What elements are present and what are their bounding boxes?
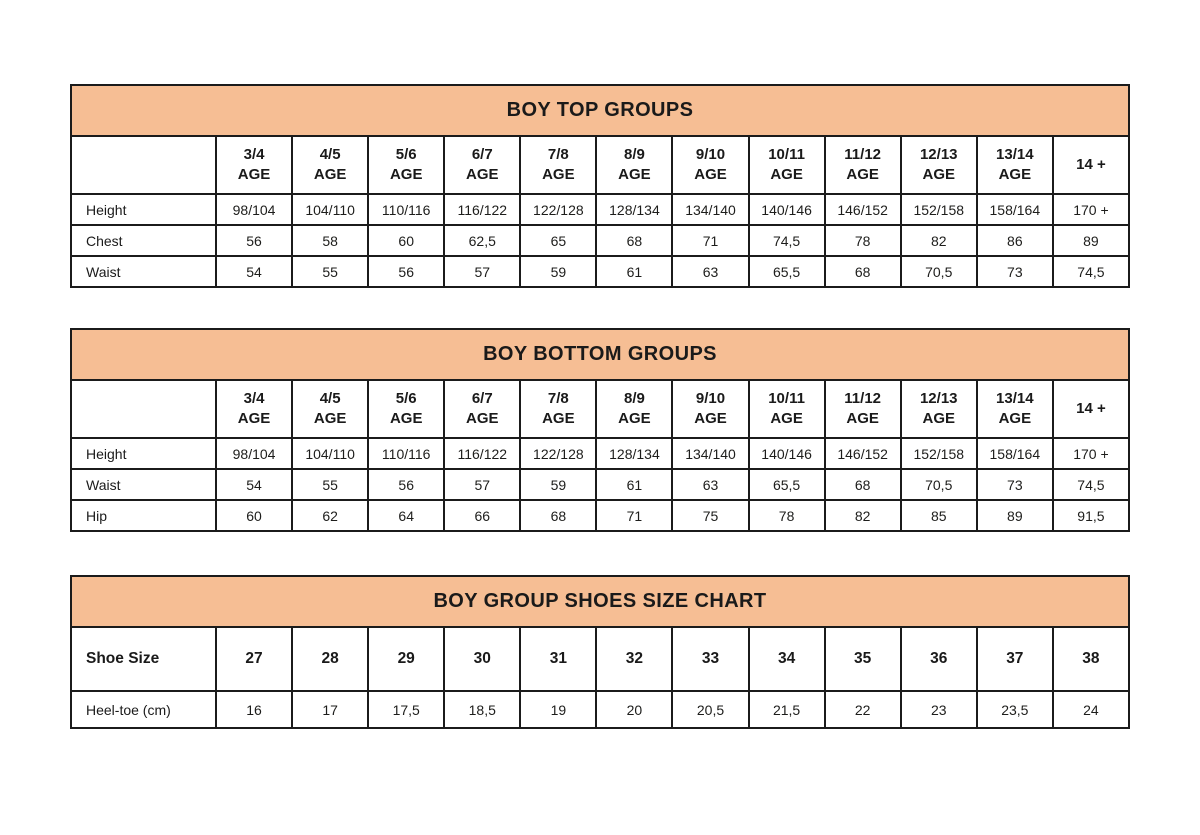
data-cell: 91,5 (1053, 500, 1129, 531)
data-cell: 22 (825, 691, 901, 728)
data-cell: 74,5 (1053, 469, 1129, 500)
age-word: AGE (694, 166, 727, 183)
age-word: AGE (466, 166, 499, 183)
data-cell: 82 (901, 225, 977, 256)
data-cell: 55 (292, 469, 368, 500)
data-cell: 54 (216, 469, 292, 500)
data-cell: 158/164 (977, 438, 1053, 469)
boy-shoes-size-table (70, 575, 1130, 729)
age-column-header (292, 380, 368, 438)
data-cell: 74,5 (1053, 256, 1129, 287)
data-cell: 59 (520, 469, 596, 500)
data-cell: 57 (444, 469, 520, 500)
age-column-header (444, 136, 520, 194)
age-range: 10/11 (768, 390, 805, 408)
data-cell: 56 (216, 225, 292, 256)
age-column-header (825, 380, 901, 438)
age-word: AGE (846, 410, 879, 427)
data-cell: 85 (901, 500, 977, 531)
age-column-header (672, 380, 748, 438)
table-row-heel-toe (71, 691, 1129, 728)
row-label: Chest (71, 225, 216, 256)
data-cell: 78 (749, 500, 825, 531)
data-cell: 140/146 (749, 438, 825, 469)
shoe-size-header: 38 (1053, 627, 1129, 691)
age-range: 12/13 (919, 146, 958, 164)
age-word: AGE (237, 410, 271, 427)
data-cell: 24 (1053, 691, 1129, 728)
data-cell: 16 (216, 691, 292, 728)
age-column-header (901, 380, 977, 438)
shoe-size-header: 30 (444, 627, 520, 691)
age-column-header (749, 380, 825, 438)
shoe-size-header: 35 (825, 627, 901, 691)
age-range: 14 + (1076, 156, 1106, 174)
data-cell: 71 (672, 225, 748, 256)
age-word: AGE (542, 410, 575, 427)
age-word: AGE (998, 410, 1032, 427)
shoe-size-header: 28 (292, 627, 368, 691)
row-label: Height (71, 438, 216, 469)
data-cell: 63 (672, 469, 748, 500)
data-cell: 64 (368, 500, 444, 531)
data-cell: 20 (596, 691, 672, 728)
data-cell: 152/158 (901, 194, 977, 225)
age-column-header (596, 136, 672, 194)
data-cell: 66 (444, 500, 520, 531)
age-header-row (71, 136, 1129, 194)
data-cell: 104/110 (292, 438, 368, 469)
row-label: Waist (71, 256, 216, 287)
data-cell: 98/104 (216, 438, 292, 469)
age-column-header (216, 380, 292, 438)
table-title: BOY TOP GROUPS (71, 85, 1129, 136)
data-cell: 55 (292, 256, 368, 287)
data-cell: 20,5 (672, 691, 748, 728)
age-range: 9/10 (695, 146, 726, 164)
age-column-header (977, 136, 1053, 194)
data-cell: 86 (977, 225, 1053, 256)
age-column-header (596, 380, 672, 438)
data-cell: 61 (596, 256, 672, 287)
age-range: 13/14 (996, 146, 1034, 164)
table-row-waist (71, 469, 1129, 500)
age-range: 8/9 (624, 390, 645, 408)
table-row-hip (71, 500, 1129, 531)
data-cell: 134/140 (672, 438, 748, 469)
data-cell: 61 (596, 469, 672, 500)
age-range: 11/12 (844, 146, 882, 164)
data-cell: 54 (216, 256, 292, 287)
corner-cell (71, 380, 216, 438)
data-cell: 17,5 (368, 691, 444, 728)
table-row-waist (71, 256, 1129, 287)
age-range: 7/8 (547, 390, 569, 408)
age-range: 10/11 (768, 146, 805, 164)
age-range: 9/10 (695, 390, 726, 408)
age-range: 7/8 (547, 146, 569, 164)
age-range: 14 + (1076, 400, 1106, 418)
age-column-header (444, 380, 520, 438)
table-title: BOY GROUP SHOES SIZE CHART (71, 576, 1129, 627)
data-cell: 57 (444, 256, 520, 287)
data-cell: 60 (216, 500, 292, 531)
data-cell: 68 (520, 500, 596, 531)
data-cell: 65,5 (749, 256, 825, 287)
data-cell: 58 (292, 225, 368, 256)
age-word: AGE (922, 166, 955, 183)
data-cell: 59 (520, 256, 596, 287)
age-range: 6/7 (471, 146, 493, 164)
age-column-header (1053, 380, 1129, 438)
data-cell: 122/128 (520, 438, 596, 469)
row-label: Hip (71, 500, 216, 531)
age-range: 3/4 (243, 390, 265, 408)
data-cell: 170 + (1053, 438, 1129, 469)
age-range: 4/5 (319, 390, 341, 408)
shoe-size-header: 33 (672, 627, 748, 691)
age-range: 13/14 (996, 390, 1034, 408)
age-word: AGE (313, 166, 347, 183)
data-cell: 68 (825, 469, 901, 500)
row-label: Waist (71, 469, 216, 500)
data-cell: 128/134 (596, 194, 672, 225)
age-column-header (901, 136, 977, 194)
shoe-size-header: 27 (216, 627, 292, 691)
data-cell: 89 (977, 500, 1053, 531)
data-cell: 23,5 (977, 691, 1053, 728)
age-column-header (520, 136, 596, 194)
age-column-header (216, 136, 292, 194)
data-cell: 78 (825, 225, 901, 256)
data-cell: 75 (672, 500, 748, 531)
data-cell: 73 (977, 469, 1053, 500)
data-cell: 116/122 (444, 194, 520, 225)
age-word: AGE (694, 410, 727, 427)
age-word: AGE (618, 410, 651, 427)
age-column-header (368, 136, 444, 194)
title-row (71, 85, 1129, 136)
data-cell: 56 (368, 469, 444, 500)
data-cell: 82 (825, 500, 901, 531)
age-column-header (749, 136, 825, 194)
data-cell: 89 (1053, 225, 1129, 256)
age-column-header (977, 380, 1053, 438)
age-column-header (292, 136, 368, 194)
data-cell: 110/116 (368, 194, 444, 225)
data-cell: 116/122 (444, 438, 520, 469)
age-range: 8/9 (624, 146, 645, 164)
age-range: 11/12 (844, 390, 882, 408)
age-word: AGE (313, 410, 347, 427)
age-column-header (825, 136, 901, 194)
shoe-size-header: 37 (977, 627, 1053, 691)
age-word: AGE (618, 166, 651, 183)
age-word: AGE (389, 166, 423, 183)
data-cell: 70,5 (901, 469, 977, 500)
data-cell: 18,5 (444, 691, 520, 728)
data-cell: 152/158 (901, 438, 977, 469)
title-row (71, 576, 1129, 627)
data-cell: 170 + (1053, 194, 1129, 225)
shoe-size-header: 36 (901, 627, 977, 691)
table-row-chest (71, 225, 1129, 256)
data-cell: 60 (368, 225, 444, 256)
age-word: AGE (770, 410, 803, 427)
data-cell: 19 (520, 691, 596, 728)
age-range: 3/4 (243, 146, 265, 164)
data-cell: 63 (672, 256, 748, 287)
data-cell: 104/110 (292, 194, 368, 225)
shoe-size-header: 34 (749, 627, 825, 691)
row-label: Heel-toe (cm) (71, 691, 216, 728)
age-column-header (1053, 136, 1129, 194)
age-header-row (71, 380, 1129, 438)
data-cell: 146/152 (825, 194, 901, 225)
data-cell: 74,5 (749, 225, 825, 256)
age-word: AGE (389, 410, 423, 427)
row-label: Shoe Size (71, 627, 216, 691)
data-cell: 65 (520, 225, 596, 256)
corner-cell (71, 136, 216, 194)
data-cell: 122/128 (520, 194, 596, 225)
table-row-height (71, 438, 1129, 469)
table-row-height (71, 194, 1129, 225)
age-range: 5/6 (395, 146, 417, 164)
data-cell: 65,5 (749, 469, 825, 500)
data-cell: 140/146 (749, 194, 825, 225)
data-cell: 110/116 (368, 438, 444, 469)
boy-top-groups-table (70, 84, 1130, 288)
data-cell: 62 (292, 500, 368, 531)
age-column-header (520, 380, 596, 438)
age-word: AGE (922, 410, 955, 427)
data-cell: 21,5 (749, 691, 825, 728)
data-cell: 71 (596, 500, 672, 531)
age-word: AGE (466, 410, 499, 427)
row-label: Height (71, 194, 216, 225)
data-cell: 73 (977, 256, 1053, 287)
data-cell: 56 (368, 256, 444, 287)
data-cell: 70,5 (901, 256, 977, 287)
data-cell: 62,5 (444, 225, 520, 256)
age-column-header (672, 136, 748, 194)
data-cell: 68 (596, 225, 672, 256)
age-word: AGE (542, 166, 575, 183)
data-cell: 146/152 (825, 438, 901, 469)
table-title: BOY BOTTOM GROUPS (71, 329, 1129, 380)
boy-bottom-groups-table (70, 328, 1130, 532)
title-row (71, 329, 1129, 380)
shoe-size-header: 31 (520, 627, 596, 691)
age-word: AGE (846, 166, 879, 183)
data-cell: 158/164 (977, 194, 1053, 225)
shoe-size-header-row (71, 627, 1129, 691)
shoe-size-header: 32 (596, 627, 672, 691)
data-cell: 98/104 (216, 194, 292, 225)
age-range: 6/7 (471, 390, 493, 408)
shoe-size-header: 29 (368, 627, 444, 691)
age-range: 12/13 (919, 390, 958, 408)
age-range: 5/6 (395, 390, 417, 408)
age-range: 4/5 (319, 146, 341, 164)
data-cell: 134/140 (672, 194, 748, 225)
data-cell: 17 (292, 691, 368, 728)
age-word: AGE (770, 166, 803, 183)
age-word: AGE (998, 166, 1032, 183)
data-cell: 128/134 (596, 438, 672, 469)
age-column-header (368, 380, 444, 438)
age-word: AGE (237, 166, 271, 183)
data-cell: 23 (901, 691, 977, 728)
data-cell: 68 (825, 256, 901, 287)
